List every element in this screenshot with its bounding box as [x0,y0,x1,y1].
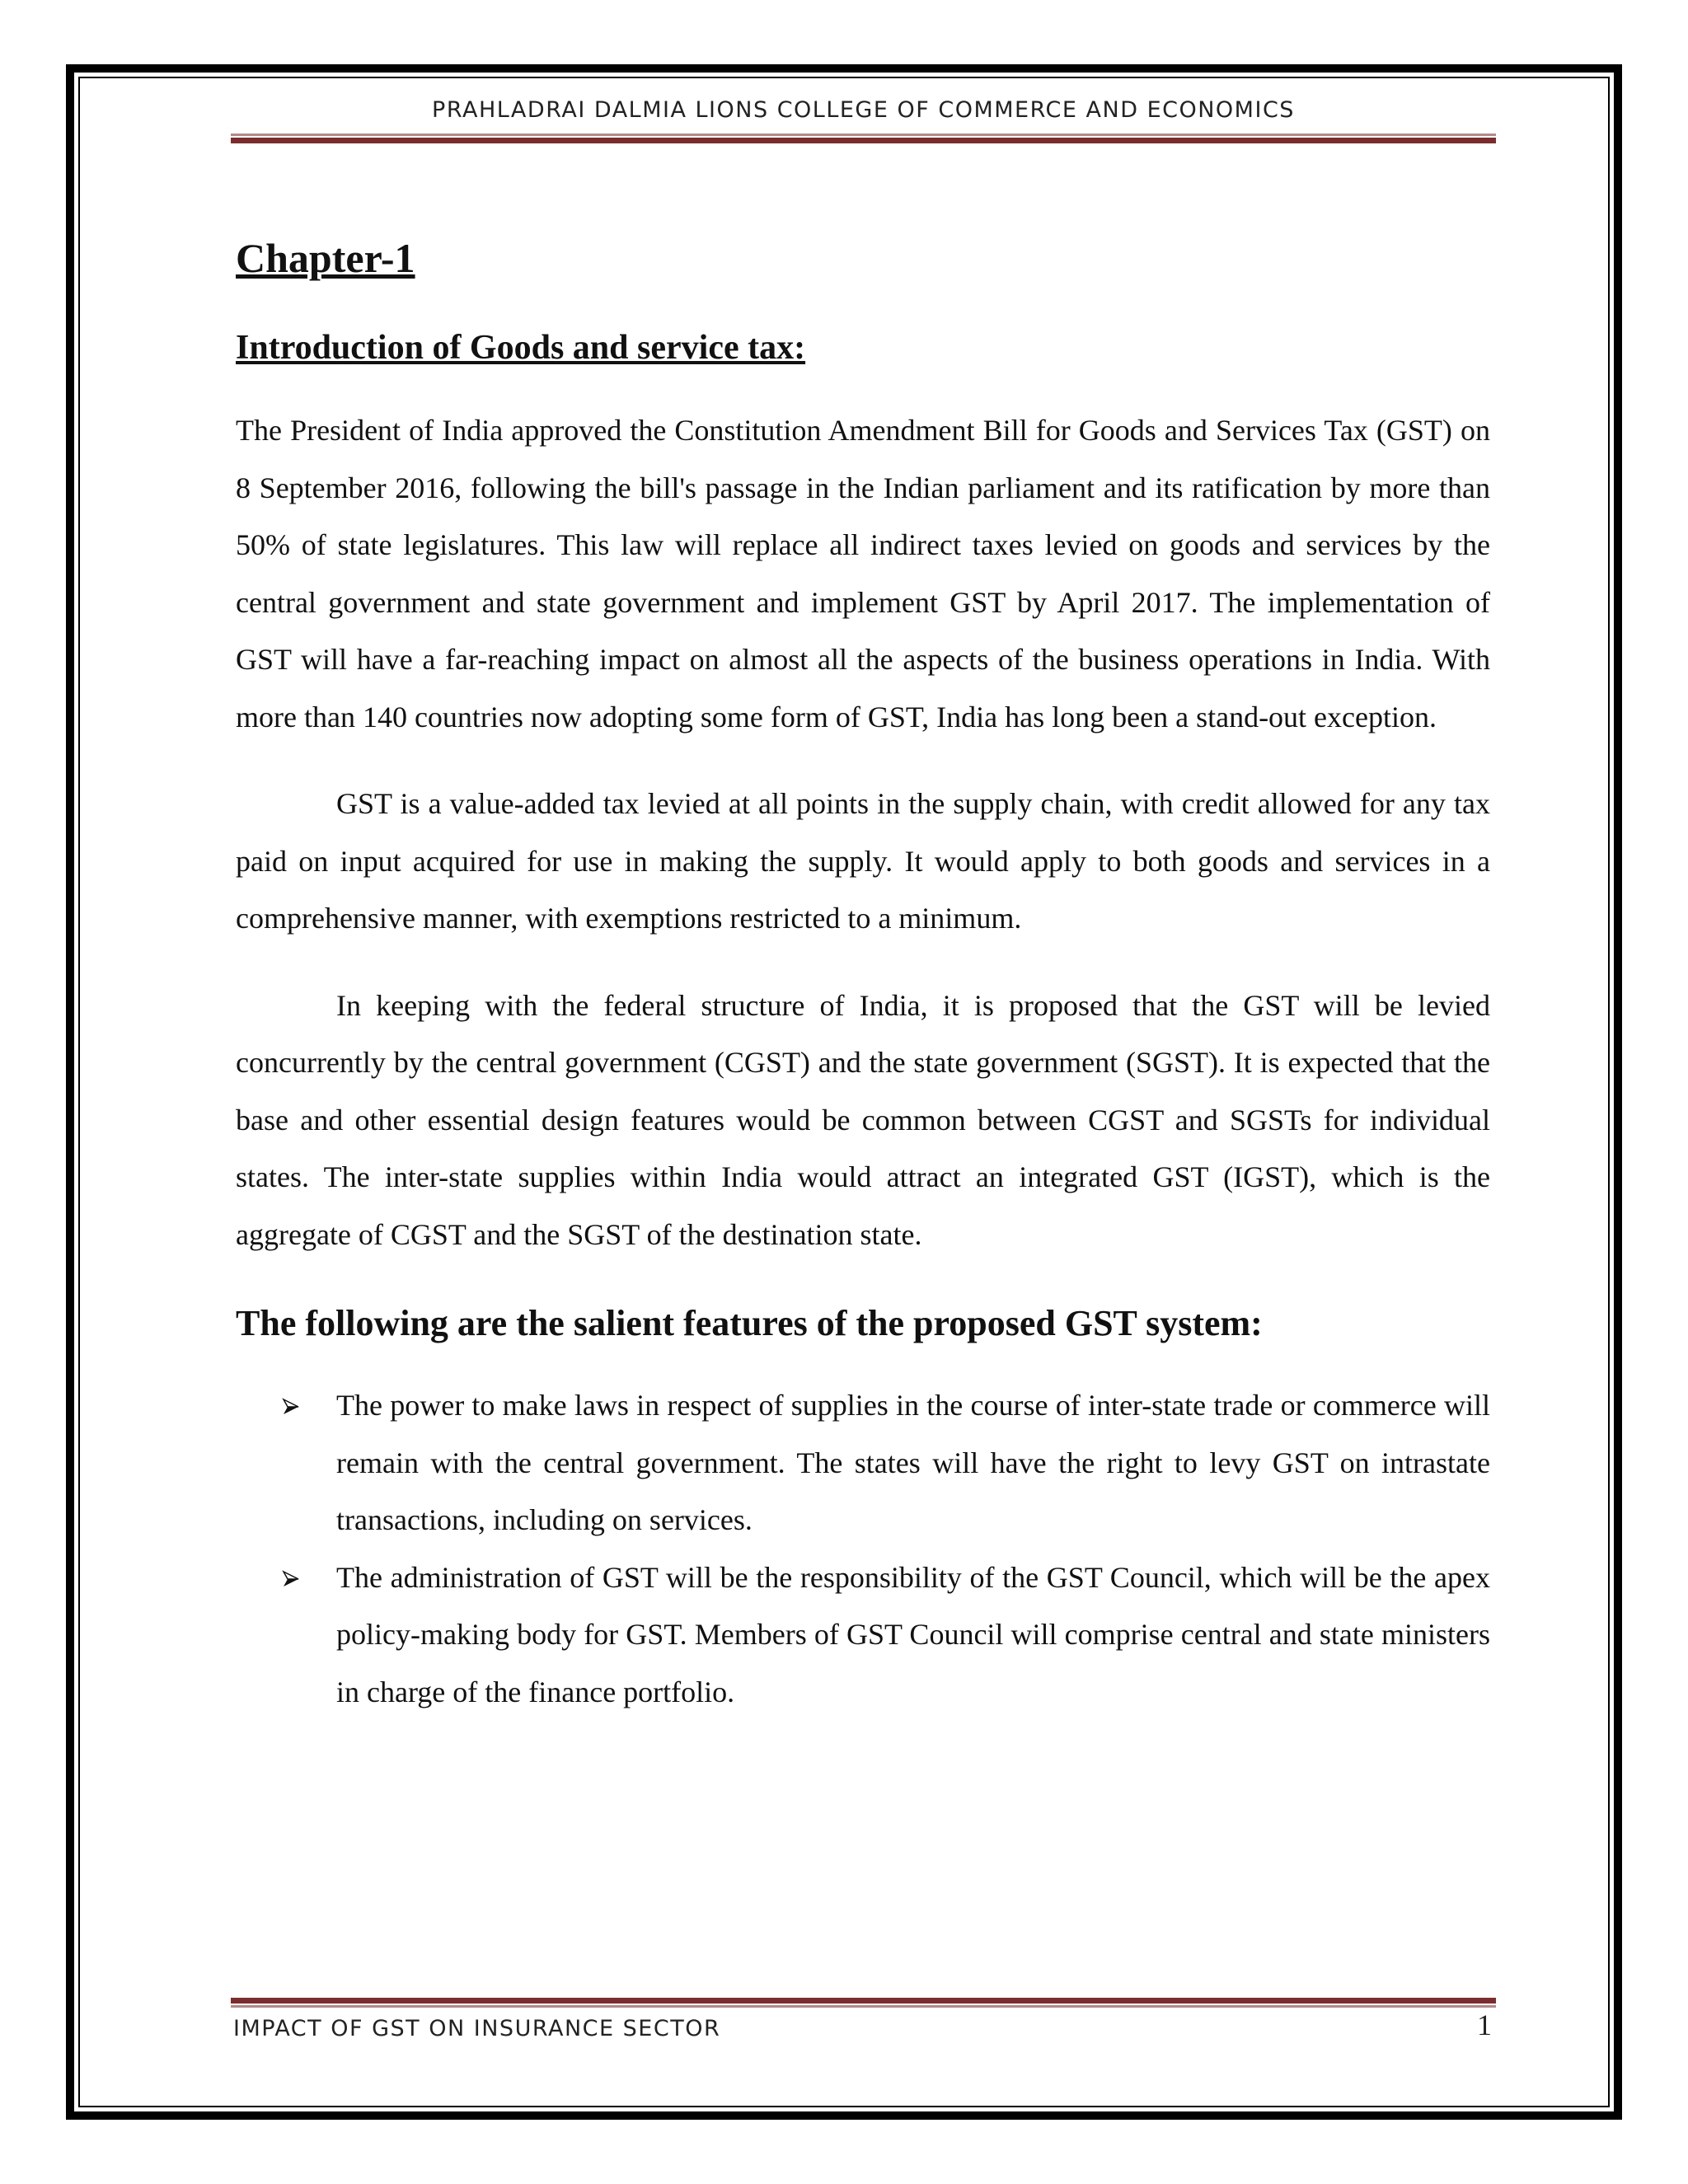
header-rule-thick [231,138,1496,143]
running-footer: IMPACT OF GST ON INSURANCE SECTOR [233,2016,721,2041]
page-number: 1 [1477,2008,1492,2041]
footer-rule-thick [231,1998,1496,2004]
features-heading: The following are the salient features of the proposed GST system: [236,1303,1263,1343]
section-title: Introduction of Goods and service tax: [236,329,806,367]
arrowhead-bullet-icon [282,1570,300,1588]
footer-rule-thin [231,2005,1496,2008]
header-rule-thin [231,134,1496,136]
paragraph-intro: The President of India approved the Constitution Amendment Bill for Goods and Services Tax (GST) on 8 September 2016, following the bill's passage in the Indian parliament and its ratification by more than 50% of state legislatures. This law will replace all indirect taxes levied on goods and services by the central government and state government and implement GST by April 2017. The implementation of GST will have a far-reaching impact on almost all the aspects of the business operations in India. With more than 140 countries now adopting some form of GST, India has long been a stand-out exception. [236,414,1490,733]
page-content [236,223,1490,1721]
list-item [236,1549,1490,1722]
features-list [236,1377,1490,1721]
paragraph-federal-structure: In keeping with the federal structure of India, it is proposed that the GST will be levied concurrently by the central government (CGST) and the state government (SGST). It is expected that the base and other essential design features would be common between CGST and SGSTs for individual states. The inter-state supplies within India would attract an integrated GST (IGST), which is the aggregate of CGST and the SGST of the destination state. [236,988,1490,1251]
arrowhead-bullet-icon [282,1398,300,1416]
chapter-heading: Chapter-1 [236,235,415,281]
list-item-text: The administration of GST will be the responsibility of the GST Council, which will be the apex policy-making body for GST. Members of GST Council will comprise central and state ministers in charge of the finance portfolio. [336,1560,1490,1708]
running-header: PRAHLADRAI DALMIA LIONS COLLEGE OF COMMERCE AND ECONOMICS [432,97,1295,123]
list-item [236,1377,1490,1549]
paragraph-value-added-tax: GST is a value-added tax levied at all points in the supply chain, with credit allowed for any tax paid on input acquired for use in making the supply. It would apply to both goods and services in a comprehensive manner, with exemptions restricted to a minimum. [236,787,1490,935]
list-item-text: The power to make laws in respect of supplies in the course of inter-state trade or commerce will remain with the central government. The states will have the right to levy GST on intrastate transactions, including on services. [336,1389,1490,1536]
